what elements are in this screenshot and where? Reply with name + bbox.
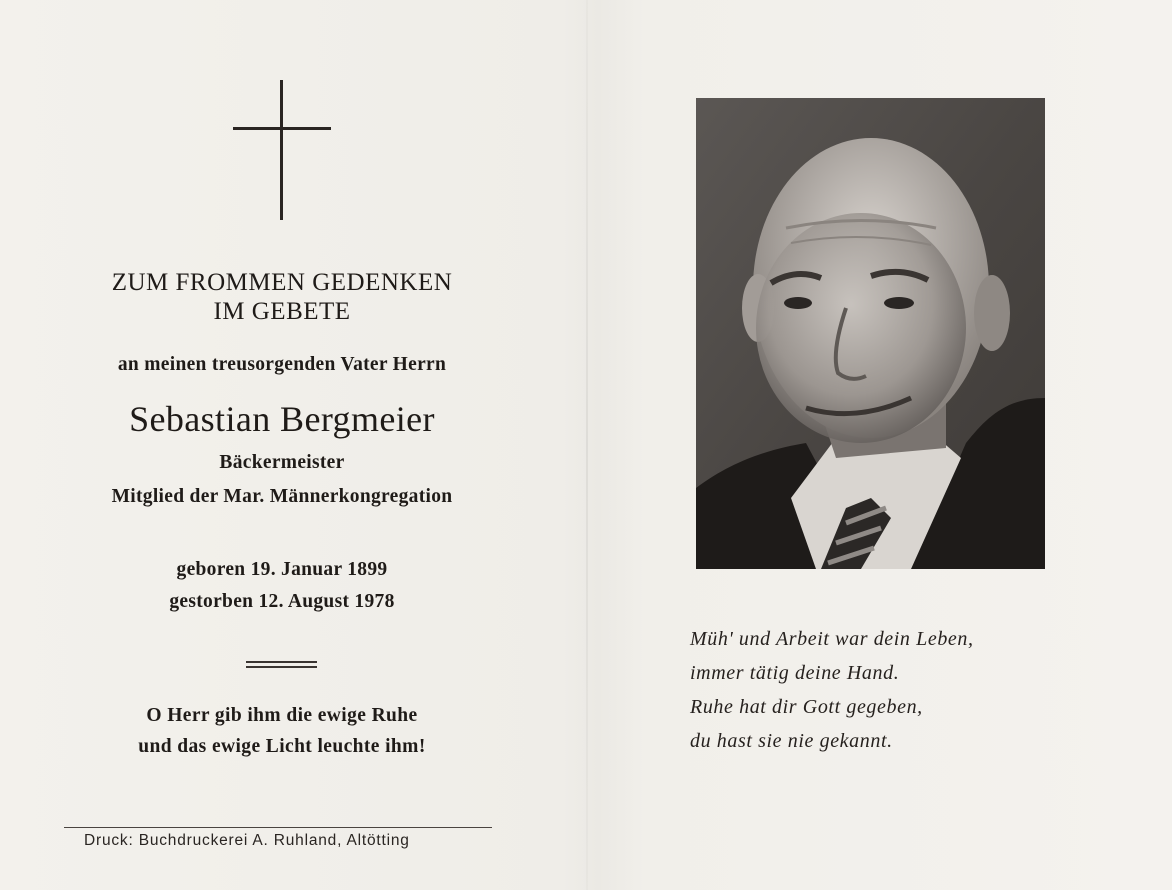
poem-line-1: Müh' und Arbeit war dein Leben, xyxy=(690,628,974,650)
card-fold xyxy=(586,0,588,890)
deceased-name: Sebastian Bergmeier xyxy=(129,399,435,439)
printer-credit: Druck: Buchdruckerei A. Ruhland, Altötting xyxy=(84,832,410,849)
dedication: an meinen treusorgenden Vater Herrn xyxy=(117,354,447,375)
prayer-line-1: O Herr gib ihm die ewige Ruhe xyxy=(146,705,418,726)
life-dates xyxy=(40,554,524,618)
divider-line xyxy=(246,666,317,668)
portrait-photo xyxy=(696,98,1045,569)
membership: Mitglied der Mar. Männerkongregation xyxy=(111,486,453,507)
poem xyxy=(690,622,1130,758)
death-date: gestorben 12. August 1978 xyxy=(169,591,395,612)
prayer xyxy=(40,700,524,762)
divider-line xyxy=(246,661,317,663)
portrait-illustration xyxy=(696,98,1045,569)
memorial-heading xyxy=(40,268,524,326)
poem-line-2: immer tätig deine Hand. xyxy=(690,662,900,684)
poem-line-4: du hast sie nie gekannt. xyxy=(690,730,893,752)
prayer-line-2: und das ewige Licht leuchte ihm! xyxy=(138,736,426,757)
birth-date: geboren 19. Januar 1899 xyxy=(176,559,388,580)
heading-line-1: ZUM FROMMEN GEDENKEN xyxy=(111,269,453,296)
poem-line-3: Ruhe hat dir Gott gegeben, xyxy=(690,696,923,718)
heading-line-2: IM GEBETE xyxy=(213,298,351,325)
printer-rule xyxy=(64,827,492,828)
occupation: Bäckermeister xyxy=(219,452,345,473)
